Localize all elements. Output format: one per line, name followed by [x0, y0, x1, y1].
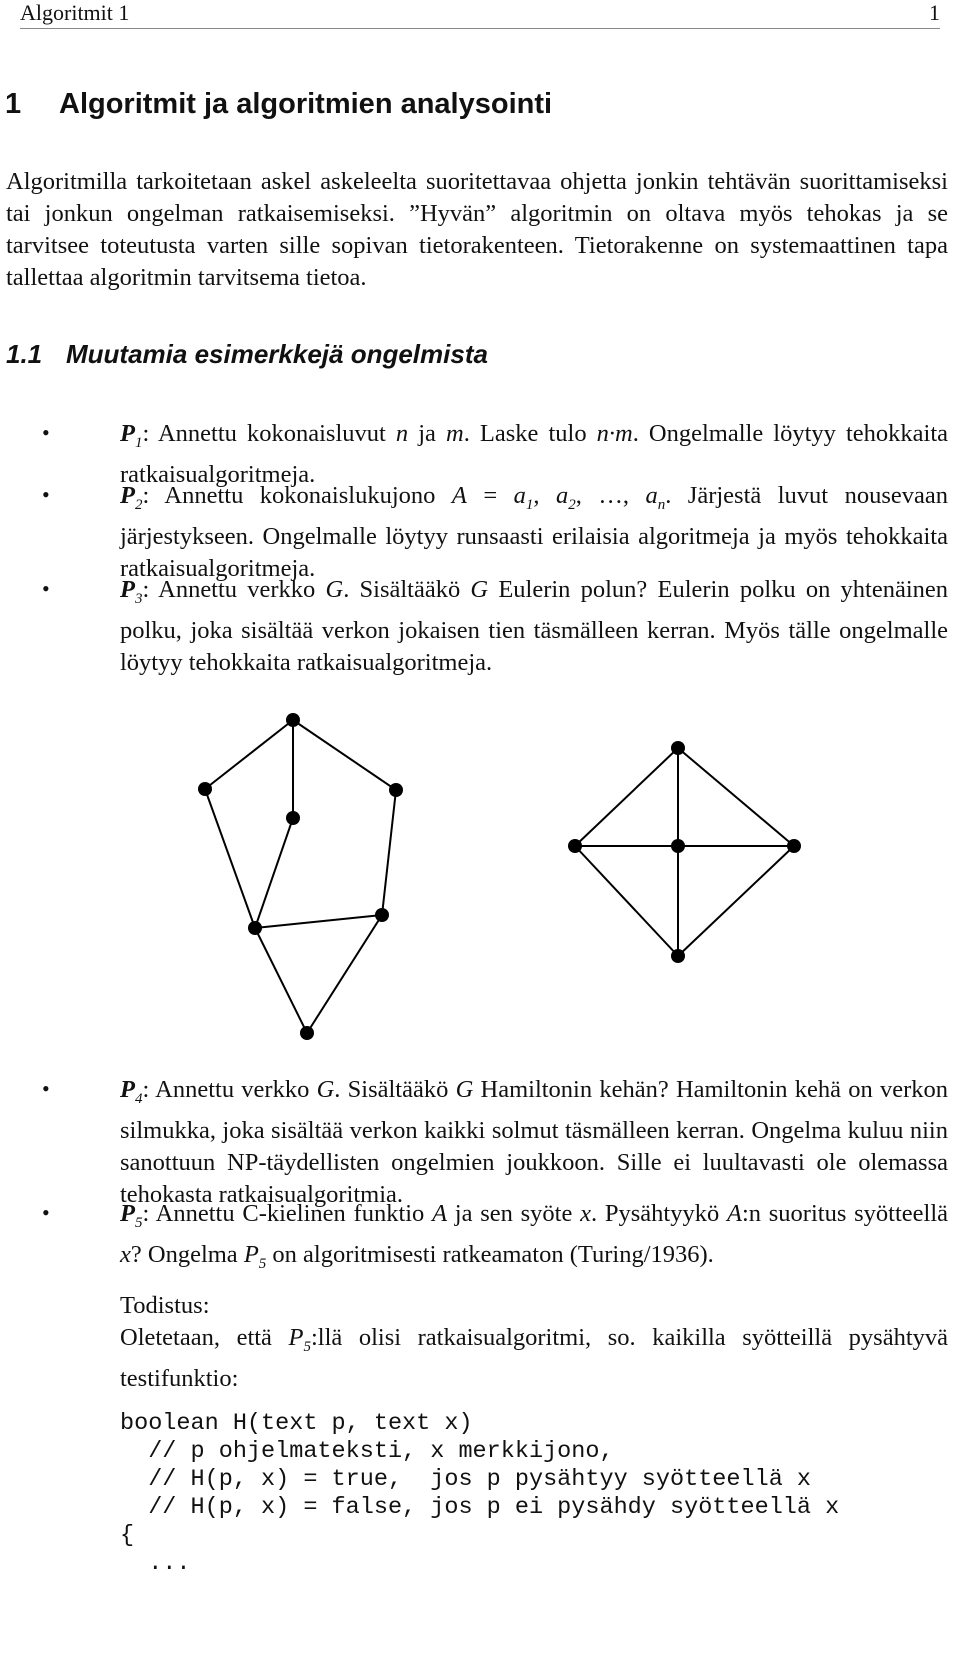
- problem-p5: $P_5$: Annettu C-kielinen funktio A ja sen syöte x. Pysähtyykö A:n suoritus syötteellä x? Ongelma $P_5$ on algoritmisesti ratkeamaton (Turing/1936).: [120, 1200, 948, 1272]
- code-line: boolean H(text p, text x): [120, 1410, 473, 1437]
- problem-label: $P_2$: [120, 482, 143, 513]
- graph-vertex: [671, 839, 685, 853]
- graph-vertex: [375, 908, 389, 922]
- problem-label: $P_5$: [120, 1200, 143, 1231]
- subsection-title: Muutamia esimerkkejä ongelmista: [66, 339, 488, 369]
- code-line: ...: [120, 1550, 191, 1577]
- graph-vertex: [248, 921, 262, 935]
- euler-graph: [205, 720, 396, 1033]
- graph-vertex: [286, 713, 300, 727]
- graph-vertex: [198, 782, 212, 796]
- graph-vertex: [300, 1026, 314, 1040]
- graph-vertex: [671, 741, 685, 755]
- problem-p4: $P_4$: Annettu verkko G. Sisältääkö G Hamiltonin kehän? Hamiltonin kehä on verkon silmukka, joka sisältää verkon kaikki solmut täsmälleen kerran. Ongelma kuluu niin sanottuun NP-täydellisten ongelmien joukkoon. Sille ei luultavasti ole olemassa tehokasta ratkaisualgoritmia.: [120, 1076, 949, 1208]
- problem-p1: $P_1$: Annettu kokonaisluvut n ja m. Laske tulo n·m. Ongelmalle löytyy tehokkaita ratkaisualgoritmeja.: [120, 420, 949, 488]
- graph-vertex: [286, 811, 300, 825]
- bullet-icon: •: [42, 576, 50, 601]
- proof-title: Todistus:: [120, 1292, 210, 1319]
- header-title: Algoritmit 1: [20, 0, 130, 25]
- hamilton-graph: [575, 748, 794, 956]
- page-number: 1: [929, 0, 940, 25]
- graph-vertex: [568, 839, 582, 853]
- problem-p2: $P_2$: Annettu kokonaislukujono $A = a_1$, $a_2$, …, $a_n$. Järjestä luvut nousevaan järjestykseen. Ongelmalle löytyy runsaasti erilaisia algoritmeja ja myös tehokkaita ratkaisualgoritmeja.: [120, 482, 948, 582]
- code-block: [120, 1410, 839, 1578]
- problem-label: $P_4$: [120, 1076, 143, 1107]
- graph-vertex: [389, 783, 403, 797]
- code-line: // H(p, x) = false, jos p ei pysähdy syötteellä x: [120, 1494, 840, 1521]
- graph-vertex: [671, 949, 685, 963]
- problem-label: $P_3$: [120, 576, 143, 607]
- problem-label: $P_1$: [120, 420, 143, 451]
- euler-graph-vertices: [198, 713, 403, 1040]
- graph-vertex: [787, 839, 801, 853]
- bullet-icon: •: [42, 420, 50, 445]
- bullet-icon: •: [42, 1076, 50, 1101]
- section-title: Algoritmit ja algoritmien analysointi: [59, 88, 553, 120]
- section-number: 1: [5, 88, 22, 120]
- intro-paragraph: Algoritmilla tarkoitetaan askel askeleelta suoritettavaa ohjetta jonkin tehtävän suorittamiseksi tai jonkun ongelman ratkaisemiseksi. ”Hyvän” algoritmin on oltava myös tehokas ja se tarvitsee toteutusta varten sille sopivan tietorakenteen. Tietorakenne on systemaattinen tapa tallettaa algoritmin tarvitsema tietoa.: [6, 168, 948, 291]
- bullet-icon: •: [42, 1200, 50, 1225]
- code-line: // p ohjelmateksti, x merkkijono,: [120, 1438, 614, 1465]
- subsection-number: 1.1: [6, 339, 43, 369]
- hamilton-graph-vertices: [568, 741, 801, 963]
- code-line: {: [120, 1522, 135, 1549]
- code-line: // H(p, x) = true, jos p pysähtyy syötteellä x: [120, 1466, 812, 1493]
- problem-p3: $P_3$: Annettu verkko G. Sisältääkö G Eulerin polun? Eulerin polku on yhtenäinen polku, joka sisältää verkon jokaisen tien täsmälleen kerran. Myös tälle ongelmalle löytyy tehokkaita ratkaisualgoritmeja.: [120, 576, 949, 676]
- proof-text: Oletetaan, että $P_5:llä$ olisi ratkaisualgoritmi, so. kaikilla syötteillä pysähtyvä testifunktio:: [120, 1324, 948, 1392]
- bullet-icon: •: [42, 482, 50, 507]
